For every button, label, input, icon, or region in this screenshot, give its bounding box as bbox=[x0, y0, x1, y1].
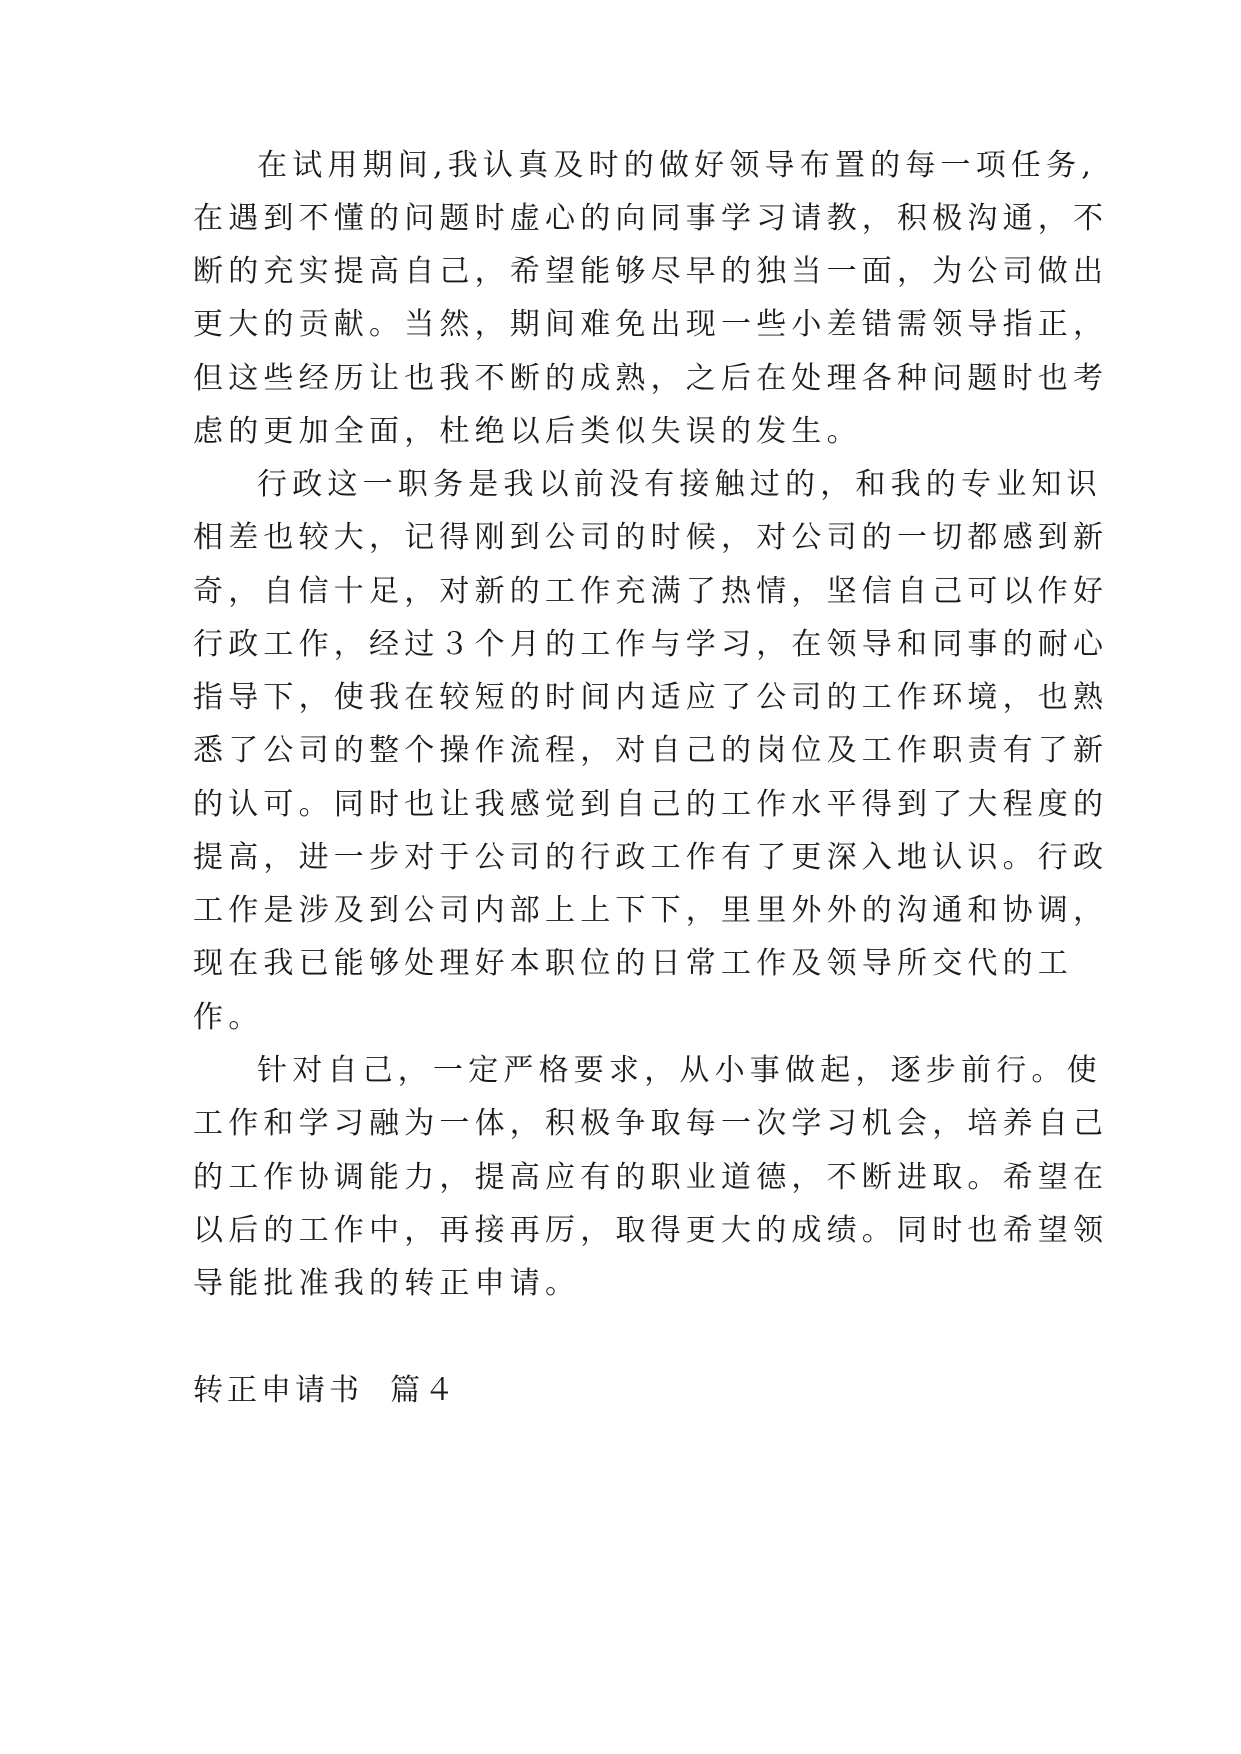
paragraph-3-line-1: 针对自己，一定严格要求，从小事做起，逐步前行。使 bbox=[257, 1053, 1102, 1088]
paragraph-2-line-6: 悉了公司的整个操作流程，对自己的岗位及工作职责有了新 bbox=[193, 733, 1109, 768]
paragraph-1-line-1: 在试用期间,我认真及时的做好领导布置的每一项任务, bbox=[257, 148, 1097, 183]
paragraph-2-line-11: 作。 bbox=[193, 1000, 264, 1035]
paragraph-2-line-7: 的认可。同时也让我感觉到自己的工作水平得到了大程度的 bbox=[193, 787, 1109, 822]
paragraph-2-line-1: 行政这一职务是我以前没有接触过的，和我的专业知识 bbox=[257, 467, 1102, 502]
paragraph-3-line-4: 以后的工作中，再接再厉，取得更大的成绩。同时也希望领 bbox=[193, 1213, 1109, 1248]
paragraph-2-line-9: 工作是涉及到公司内部上上下下，里里外外的沟通和协调， bbox=[193, 893, 1109, 928]
paragraph-3-line-3: 的工作协调能力，提高应有的职业道德，不断进取。希望在 bbox=[193, 1160, 1109, 1195]
paragraph-3-line-2: 工作和学习融为一体，积极争取每一次学习机会，培养自己 bbox=[193, 1106, 1109, 1141]
paragraph-2-line-4: 行政工作，经过３个月的工作与学习，在领导和同事的耐心 bbox=[193, 627, 1109, 662]
paragraph-1-line-2: 在遇到不懂的问题时虚心的向同事学习请教，积极沟通，不 bbox=[193, 201, 1109, 236]
paragraph-2-line-10: 现在我已能够处理好本职位的日常工作及领导所交代的工 bbox=[193, 946, 1073, 981]
paragraph-1-line-6: 虑的更加全面，杜绝以后类似失误的发生。 bbox=[193, 414, 862, 449]
paragraph-1-line-5: 但这些经历让也我不断的成熟，之后在处理各种问题时也考 bbox=[193, 361, 1109, 396]
paragraph-2-line-3: 奇，自信十足，对新的工作充满了热情，坚信自己可以作好 bbox=[193, 574, 1109, 609]
paragraph-1-line-3: 断的充实提高自己，希望能够尽早的独当一面，为公司做出 bbox=[193, 254, 1109, 289]
section-heading: 转正申请书 篇４ bbox=[193, 1373, 459, 1408]
paragraph-2-line-2: 相差也较大，记得刚到公司的时候，对公司的一切都感到新 bbox=[193, 520, 1109, 555]
paragraph-2-line-5: 指导下，使我在较短的时间内适应了公司的工作环境，也熟 bbox=[193, 680, 1109, 715]
paragraph-3-line-5: 导能批准我的转正申请。 bbox=[193, 1266, 581, 1301]
paragraph-1-line-4: 更大的贡献。当然，期间难免出现一些小差错需领导指正， bbox=[193, 307, 1109, 342]
paragraph-2-line-8: 提高，进一步对于公司的行政工作有了更深入地认识。行政 bbox=[193, 840, 1109, 875]
